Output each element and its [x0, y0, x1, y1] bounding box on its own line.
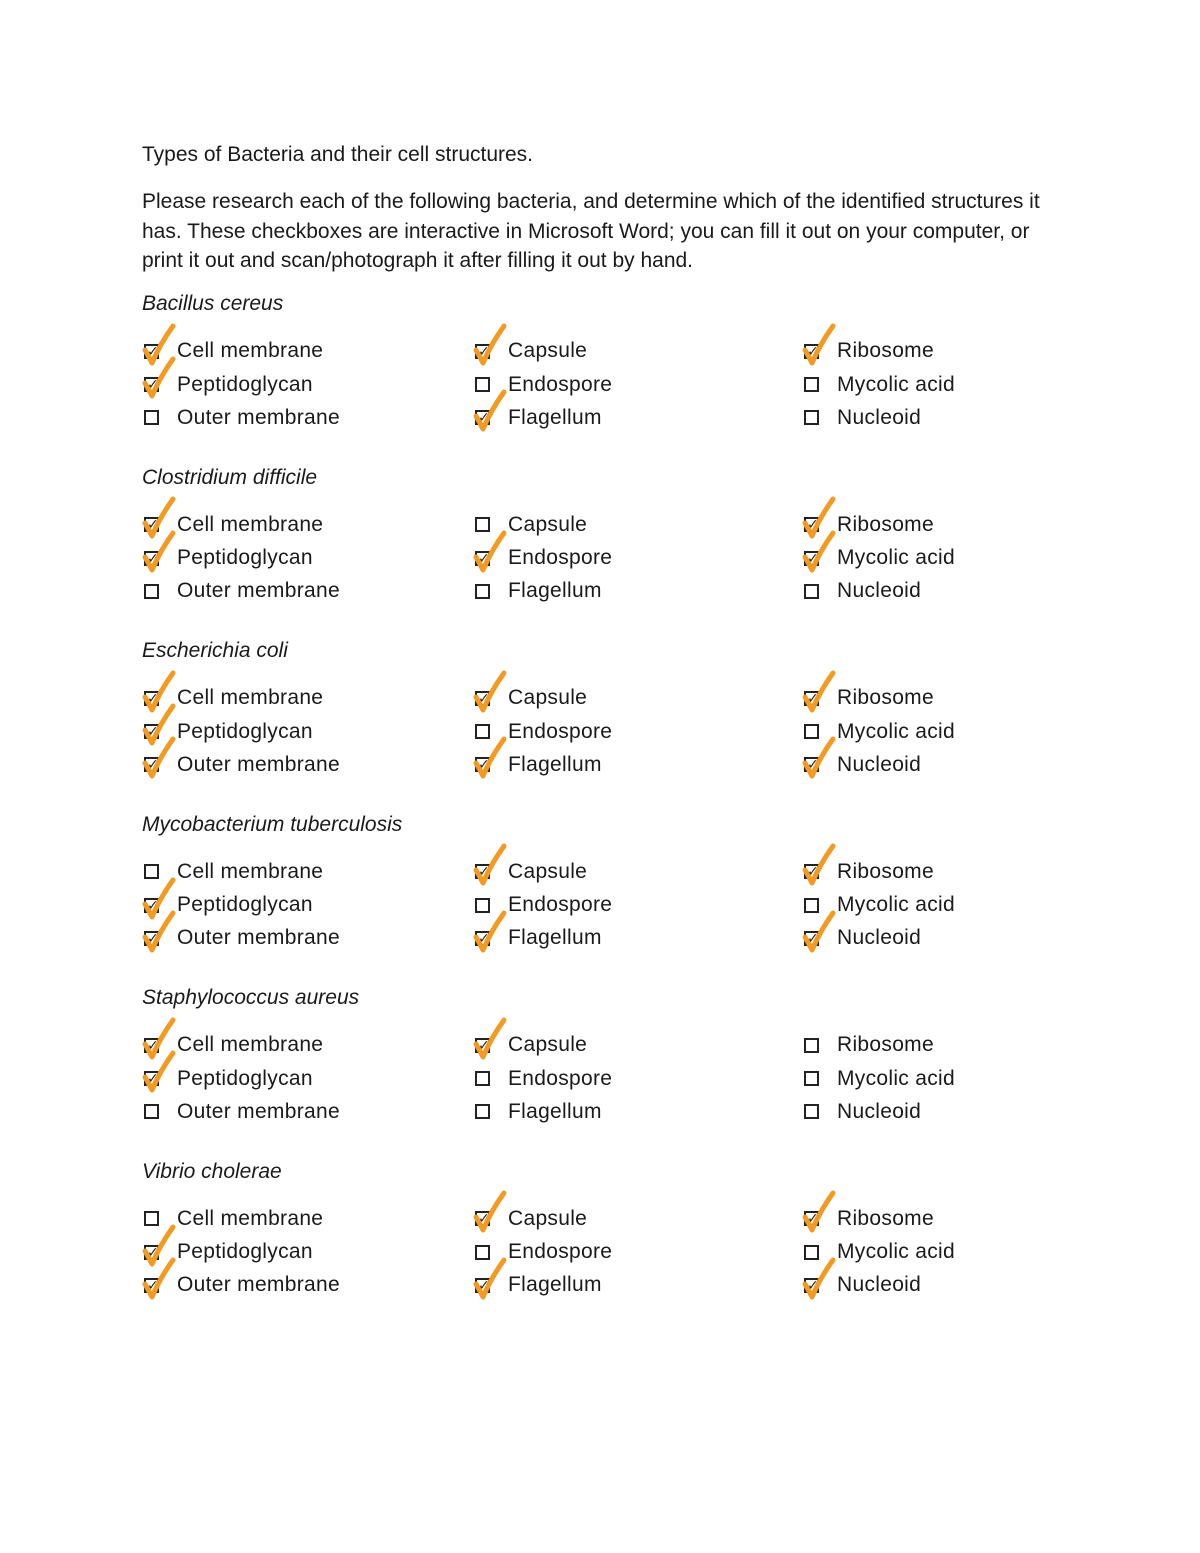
- checkbox-check-icon: ✓: [147, 377, 159, 393]
- structure-label: Mycolic acid: [837, 372, 955, 396]
- checkbox-check-icon: ✓: [147, 690, 159, 707]
- handwritten-checkmark-icon: [473, 1014, 513, 1060]
- structure-checkbox-item[interactable]: [144, 1097, 340, 1127]
- checkbox-check-icon: ✓: [478, 864, 490, 880]
- handwritten-checkmark-icon: [473, 667, 513, 713]
- structure-label: Endospore: [508, 893, 613, 916]
- structure-label: Cell membrane: [177, 339, 324, 362]
- structure-label: Capsule: [508, 512, 588, 536]
- structure-checkbox-item[interactable]: [804, 1030, 934, 1060]
- checkbox[interactable]: [804, 1104, 819, 1119]
- structure-checkbox-item[interactable]: [475, 1097, 602, 1127]
- structure-label: Cell membrane: [177, 1033, 324, 1056]
- structure-label: Peptidoglycan: [177, 719, 313, 743]
- checkbox-check-icon: ✓: [147, 1244, 159, 1261]
- checkbox[interactable]: [144, 1104, 159, 1119]
- structure-label: Nucleoid: [837, 1273, 922, 1296]
- structure-label: Peptidoglycan: [177, 546, 313, 569]
- handwritten-checkmark-icon: [802, 1187, 842, 1233]
- handwritten-checkmark-icon: [473, 527, 513, 573]
- structure-checkbox-item[interactable]: [804, 576, 921, 606]
- structure-label: Peptidoglycan: [177, 372, 313, 396]
- checkbox[interactable]: [144, 757, 159, 772]
- checkbox-check-icon: ✓: [147, 1277, 159, 1294]
- checkbox[interactable]: [475, 1278, 490, 1293]
- structure-label: Flagellum: [508, 579, 602, 602]
- checkbox[interactable]: [475, 1104, 490, 1119]
- structure-label: Flagellum: [508, 752, 602, 776]
- handwritten-checkmark-icon: [473, 1254, 513, 1300]
- structure-label: Outer membrane: [177, 926, 340, 949]
- checkbox[interactable]: [475, 551, 490, 566]
- structure-label: Mycolic acid: [837, 1240, 955, 1263]
- structure-label: Cell membrane: [177, 859, 324, 883]
- structure-label: Endospore: [508, 546, 613, 569]
- checkbox[interactable]: [144, 931, 159, 946]
- structure-checkbox-item[interactable]: [804, 543, 955, 573]
- structure-checkbox-item[interactable]: [144, 576, 340, 606]
- instructions-paragraph: Please research each of the following bacteria, and determine which of the identified structures it has. These checkboxes are interactive in Microsoft Word; you can fill it out on your computer, or print it out and scan/photograph it after filling it out by hand.: [142, 190, 1040, 272]
- structure-label: Endospore: [508, 1240, 613, 1263]
- checkbox-check-icon: ✓: [147, 897, 159, 914]
- structure-label: Ribosome: [837, 859, 934, 883]
- structure-checkbox-item[interactable]: [475, 923, 602, 953]
- checkbox[interactable]: [804, 344, 819, 359]
- structure-label: Nucleoid: [837, 926, 922, 949]
- checkbox-check-icon: ✓: [807, 343, 819, 360]
- structure-checkbox-item[interactable]: [475, 1270, 602, 1300]
- structure-checkbox-item[interactable]: [804, 923, 921, 953]
- handwritten-checkmark-icon: [473, 840, 513, 886]
- handwritten-checkmark-icon: [142, 527, 182, 573]
- checkbox-check-icon: ✓: [807, 1277, 819, 1294]
- structure-checkbox-item[interactable]: [144, 403, 340, 433]
- structure-label: Ribosome: [837, 1033, 934, 1056]
- bacterium-name: Clostridium difficile: [142, 465, 318, 489]
- structure-label: Mycolic acid: [837, 719, 955, 743]
- structure-checkbox-item[interactable]: [804, 1204, 934, 1234]
- structure-checkbox-item[interactable]: [804, 750, 921, 780]
- structure-label: Outer membrane: [177, 579, 340, 602]
- structure-checkbox-item[interactable]: [475, 1204, 587, 1234]
- checkbox-check-icon: ✓: [147, 550, 159, 567]
- structure-checkbox-item[interactable]: [804, 370, 955, 400]
- structure-checkbox-item[interactable]: [475, 576, 602, 606]
- handwritten-checkmark-icon: [473, 733, 513, 779]
- structure-label: Flagellum: [508, 1099, 602, 1123]
- bacterium-name: Mycobacterium tuberculosis: [142, 812, 403, 836]
- checkbox[interactable]: [144, 1278, 159, 1293]
- structure-label: Cell membrane: [177, 1206, 324, 1230]
- structure-label: Flagellum: [508, 1273, 602, 1296]
- checkbox-check-icon: ✓: [807, 757, 819, 773]
- handwritten-checkmark-icon: [473, 386, 513, 432]
- structure-checkbox-item[interactable]: [475, 403, 602, 433]
- checkbox[interactable]: [804, 410, 819, 425]
- checkbox-check-icon: ✓: [147, 1071, 159, 1087]
- checkbox[interactable]: [475, 864, 490, 879]
- structure-checkbox-item[interactable]: [144, 370, 313, 400]
- structure-label: Capsule: [508, 1206, 588, 1230]
- structure-checkbox-item[interactable]: [475, 543, 612, 573]
- structure-label: Mycolic acid: [837, 546, 955, 569]
- handwritten-checkmark-icon: [142, 907, 182, 953]
- checkbox-check-icon: ✓: [478, 410, 490, 426]
- checkbox-check-icon: ✓: [478, 757, 490, 773]
- checkbox[interactable]: [475, 410, 490, 425]
- handwritten-checkmark-icon: [142, 353, 182, 399]
- checkbox[interactable]: [804, 931, 819, 946]
- checkbox-check-icon: ✓: [147, 757, 159, 773]
- checkbox-check-icon: ✓: [478, 690, 490, 707]
- structure-label: Mycolic acid: [837, 893, 955, 916]
- handwritten-checkmark-icon: [802, 907, 842, 953]
- checkbox-check-icon: ✓: [807, 930, 819, 947]
- structure-checkbox-item[interactable]: [475, 1064, 612, 1094]
- structure-checkbox-item[interactable]: [804, 1064, 955, 1094]
- structure-label: Endospore: [508, 1066, 613, 1090]
- checkbox[interactable]: [475, 1211, 490, 1226]
- handwritten-checkmark-icon: [802, 320, 842, 366]
- checkbox[interactable]: [804, 1038, 819, 1053]
- handwritten-checkmark-icon: [473, 1187, 513, 1233]
- bacterium-name: Escherichia coli: [142, 639, 288, 662]
- checkbox-check-icon: ✓: [147, 517, 159, 533]
- checkbox-check-icon: ✓: [807, 550, 819, 567]
- checkbox[interactable]: [804, 691, 819, 706]
- structure-label: Outer membrane: [177, 752, 340, 776]
- structure-checkbox-item[interactable]: [804, 1270, 921, 1300]
- structure-label: Capsule: [508, 859, 588, 883]
- checkbox[interactable]: [804, 757, 819, 772]
- structure-label: Peptidoglycan: [177, 1240, 313, 1263]
- checkbox[interactable]: [475, 344, 490, 359]
- checkbox[interactable]: [804, 377, 819, 392]
- structure-label: Flagellum: [508, 926, 602, 949]
- structure-checkbox-item[interactable]: [144, 923, 340, 953]
- checkbox[interactable]: [144, 551, 159, 566]
- handwritten-checkmark-icon: [802, 733, 842, 779]
- structure-checkbox-item[interactable]: [144, 543, 313, 573]
- checkbox-check-icon: ✓: [478, 550, 490, 567]
- checkbox[interactable]: [804, 864, 819, 879]
- structure-label: Ribosome: [837, 1206, 934, 1230]
- handwritten-checkmark-icon: [473, 907, 513, 953]
- bacterium-name: Bacillus cereus: [142, 292, 284, 315]
- checkbox-check-icon: ✓: [478, 343, 490, 360]
- structure-checkbox-item[interactable]: [475, 336, 587, 366]
- structure-checkbox-item[interactable]: [475, 750, 602, 780]
- handwritten-checkmark-icon: [142, 1047, 182, 1093]
- structure-checkbox-item[interactable]: [475, 683, 587, 713]
- structure-checkbox-item[interactable]: [804, 1097, 921, 1127]
- structure-label: Peptidoglycan: [177, 1066, 313, 1090]
- handwritten-checkmark-icon: [142, 1254, 182, 1300]
- structure-label: Cell membrane: [177, 686, 324, 709]
- checkbox-check-icon: ✓: [807, 690, 819, 707]
- structure-label: Capsule: [508, 339, 588, 362]
- structure-label: Mycolic acid: [837, 1066, 955, 1090]
- handwritten-checkmark-icon: [802, 1254, 842, 1300]
- checkbox[interactable]: [144, 1071, 159, 1086]
- structure-label: Endospore: [508, 719, 613, 743]
- checkbox-check-icon: ✓: [147, 930, 159, 947]
- structure-label: Ribosome: [837, 512, 934, 536]
- structure-checkbox-item[interactable]: [144, 750, 340, 780]
- checkbox-check-icon: ✓: [807, 517, 819, 533]
- checkbox[interactable]: [144, 584, 159, 599]
- checkbox-check-icon: ✓: [807, 864, 819, 880]
- bacterium-name: Vibrio cholerae: [142, 1159, 282, 1183]
- checkbox[interactable]: [804, 1278, 819, 1293]
- structure-label: Outer membrane: [177, 1099, 340, 1123]
- handwritten-checkmark-icon: [142, 733, 182, 779]
- checkbox[interactable]: [475, 1071, 490, 1086]
- checkbox[interactable]: [475, 1038, 490, 1053]
- structure-checkbox-item[interactable]: [804, 857, 934, 887]
- checkbox-check-icon: ✓: [478, 1277, 490, 1294]
- handwritten-checkmark-icon: [802, 527, 842, 573]
- checkbox-check-icon: ✓: [147, 724, 159, 740]
- structure-checkbox-item[interactable]: [144, 1064, 313, 1094]
- checkbox[interactable]: [804, 1211, 819, 1226]
- structure-checkbox-item[interactable]: [804, 336, 934, 366]
- bacterium-name: Staphylococcus aureus: [142, 986, 360, 1009]
- checkbox[interactable]: [804, 1071, 819, 1086]
- structure-label: Flagellum: [508, 405, 602, 429]
- structure-checkbox-item[interactable]: [475, 857, 587, 887]
- handwritten-checkmark-icon: [802, 840, 842, 886]
- structure-label: Peptidoglycan: [177, 893, 313, 916]
- structure-label: Outer membrane: [177, 1273, 340, 1296]
- structure-label: Nucleoid: [837, 752, 922, 776]
- checkbox[interactable]: [804, 584, 819, 599]
- structure-label: Endospore: [508, 372, 613, 396]
- checkbox-check-icon: ✓: [147, 1037, 159, 1054]
- structure-checkbox-item[interactable]: [804, 683, 934, 713]
- document-title: Types of Bacteria and their cell structures.: [142, 143, 534, 166]
- handwritten-checkmark-icon: [473, 320, 513, 366]
- structure-label: Nucleoid: [837, 1099, 922, 1123]
- structure-checkbox-item[interactable]: [804, 403, 921, 433]
- checkbox-check-icon: ✓: [147, 343, 159, 360]
- checkbox-check-icon: ✓: [478, 1037, 490, 1054]
- structure-checkbox-item[interactable]: [475, 1030, 587, 1060]
- checkbox[interactable]: [144, 377, 159, 392]
- checkbox[interactable]: [475, 691, 490, 706]
- structure-label: Ribosome: [837, 686, 934, 709]
- structure-label: Nucleoid: [837, 579, 922, 602]
- handwritten-checkmark-icon: [802, 667, 842, 713]
- checkbox-check-icon: ✓: [478, 930, 490, 947]
- checkbox[interactable]: [475, 931, 490, 946]
- checkbox[interactable]: [475, 757, 490, 772]
- structure-label: Capsule: [508, 1033, 588, 1056]
- checkbox[interactable]: [475, 584, 490, 599]
- checkbox-check-icon: ✓: [807, 1211, 819, 1227]
- checkbox[interactable]: [804, 551, 819, 566]
- structure-label: Cell membrane: [177, 512, 324, 536]
- structure-checkbox-item[interactable]: [144, 1270, 340, 1300]
- checkbox[interactable]: [144, 410, 159, 425]
- structure-label: Ribosome: [837, 339, 934, 362]
- checkbox-check-icon: ✓: [478, 1211, 490, 1227]
- structure-label: Capsule: [508, 686, 588, 709]
- structure-label: Outer membrane: [177, 405, 340, 429]
- structure-label: Nucleoid: [837, 405, 922, 429]
